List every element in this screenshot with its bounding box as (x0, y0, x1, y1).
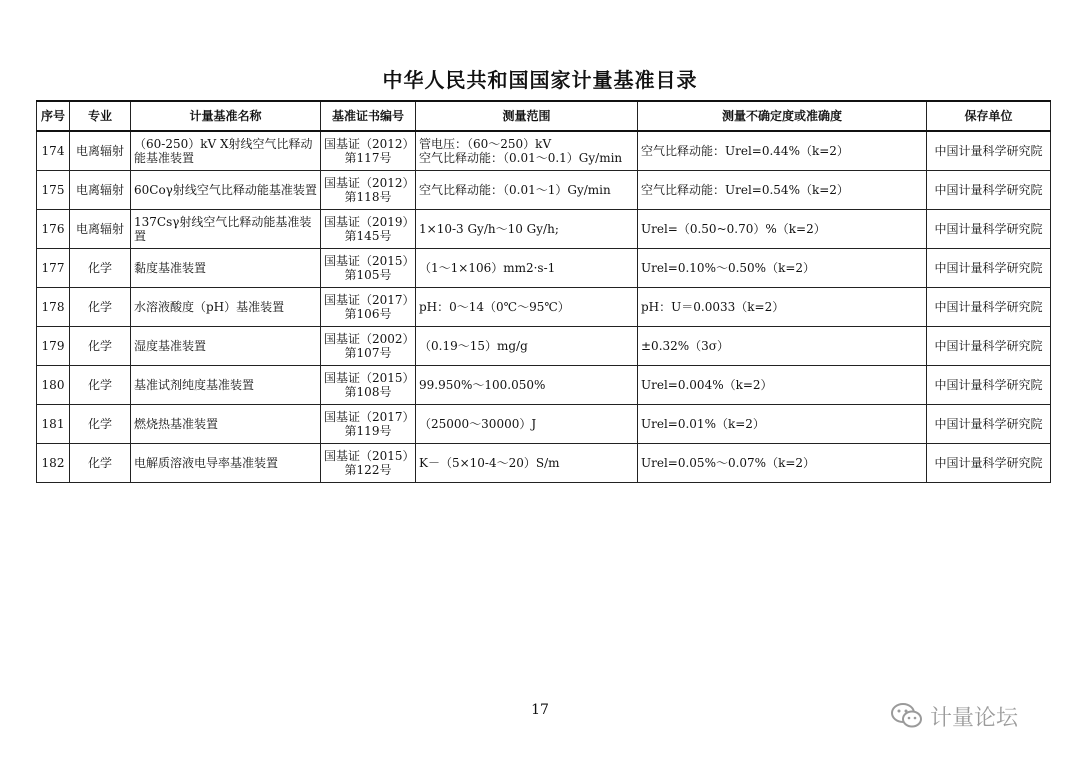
cell-uncertainty: pH：U＝0.0033（k=2） (638, 288, 927, 327)
cell-cert-line: 国基证（2012） (324, 176, 415, 190)
cell-range-line: （1～1×106）mm2·s-1 (419, 261, 556, 275)
cell-uncertainty: 空气比释动能：Urel=0.54%（k=2） (638, 171, 927, 210)
table-row (37, 131, 1051, 171)
cell-range (416, 210, 638, 249)
cell-cert-line: 第108号 (344, 385, 392, 399)
cell-cert (321, 327, 416, 366)
cell-unit: 中国计量科学研究院 (927, 131, 1051, 171)
cell-range-line: pH：0～14（0℃～95℃） (419, 300, 570, 314)
cell-range (416, 366, 638, 405)
cell-unit: 中国计量科学研究院 (927, 210, 1051, 249)
cell-cert (321, 366, 416, 405)
watermark (890, 700, 1060, 732)
cell-unit: 中国计量科学研究院 (927, 327, 1051, 366)
table-row (37, 288, 1051, 327)
cell-unit: 中国计量科学研究院 (927, 249, 1051, 288)
header-range: 测量范围 (416, 101, 638, 131)
header-unit: 保存单位 (927, 101, 1051, 131)
cell-range (416, 171, 638, 210)
header-no: 序号 (37, 101, 70, 131)
cell-cert (321, 249, 416, 288)
cell-range (416, 249, 638, 288)
cell-field: 电离辐射 (70, 210, 131, 249)
cell-no: 181 (37, 405, 70, 444)
cell-cert-line: 国基证（2015） (324, 371, 415, 385)
cell-cert-line: 国基证（2019） (324, 215, 415, 229)
cell-range (416, 444, 638, 483)
header-uncertainty: 测量不确定度或准确度 (638, 101, 927, 131)
cell-range-line: 空气比释动能：（0.01～0.1）Gy/min (419, 151, 623, 165)
cell-range (416, 405, 638, 444)
cell-range-line: 99.950%～100.050% (419, 378, 546, 392)
cell-range (416, 288, 638, 327)
cell-uncertainty: Urel=0.004%（k=2） (638, 366, 927, 405)
cell-uncertainty: Urel=0.10%～0.50%（k=2） (638, 249, 927, 288)
cell-cert-line: 第106号 (344, 307, 392, 321)
cell-cert (321, 288, 416, 327)
table-row (37, 327, 1051, 366)
cell-cert-line: 国基证（2015） (324, 449, 415, 463)
cell-cert-line: 国基证（2017） (324, 293, 415, 307)
cell-field: 化学 (70, 249, 131, 288)
cell-no: 176 (37, 210, 70, 249)
header-field: 专业 (70, 101, 131, 131)
cell-cert-line: 第119号 (344, 424, 392, 438)
cell-unit: 中国计量科学研究院 (927, 366, 1051, 405)
cell-uncertainty: Urel=（0.50~0.70）%（k=2） (638, 210, 927, 249)
cell-no: 175 (37, 171, 70, 210)
cell-uncertainty: Urel=0.05%～0.07%（k=2） (638, 444, 927, 483)
cell-name: （60-250）kV X射线空气比释动能基准装置 (131, 131, 321, 171)
cell-name: 黏度基准装置 (131, 249, 321, 288)
cell-name: 基准试剂纯度基准装置 (131, 366, 321, 405)
cell-field: 化学 (70, 288, 131, 327)
cell-cert (321, 405, 416, 444)
cell-range-line: （0.19～15）mg/g (419, 339, 528, 353)
cell-field: 化学 (70, 444, 131, 483)
cell-cert-line: 国基证（2015） (324, 254, 415, 268)
cell-no: 182 (37, 444, 70, 483)
cell-range-line: （25000～30000）J (419, 417, 537, 431)
cell-unit: 中国计量科学研究院 (927, 405, 1051, 444)
cell-cert-line: 国基证（2012） (324, 137, 415, 151)
table-row (37, 171, 1051, 210)
cell-cert (321, 131, 416, 171)
cell-cert (321, 444, 416, 483)
page-title: 中华人民共和国国家计量基准目录 (382, 68, 698, 92)
cell-field: 化学 (70, 405, 131, 444)
table-row (37, 366, 1051, 405)
page-number: 17 (531, 702, 549, 718)
cell-range-line: 空气比释动能：（0.01～1）Gy/min (419, 183, 611, 197)
cell-field: 电离辐射 (70, 171, 131, 210)
cell-name: 湿度基准装置 (131, 327, 321, 366)
cell-uncertainty: Urel=0.01%（k=2） (638, 405, 927, 444)
cell-cert-line: 第145号 (344, 229, 392, 243)
cell-range-line: 1×10-3 Gy/h～10 Gy/h; (419, 222, 559, 236)
cell-cert (321, 171, 416, 210)
cell-cert-line: 国基证（2002） (324, 332, 415, 346)
watermark-text: 计量论坛 (930, 705, 1019, 731)
cell-range-line: 管电压：（60～250）kV (419, 137, 552, 151)
cell-cert (321, 210, 416, 249)
header-cert: 基准证书编号 (321, 101, 416, 131)
table-row (37, 405, 1051, 444)
standards-table (36, 100, 1051, 483)
cell-uncertainty: ±0.32%（3σ） (638, 327, 927, 366)
table-header-row (37, 101, 1051, 131)
cell-unit: 中国计量科学研究院 (927, 444, 1051, 483)
cell-range (416, 131, 638, 171)
wechat-icon (890, 702, 924, 730)
cell-field: 化学 (70, 327, 131, 366)
cell-no: 178 (37, 288, 70, 327)
cell-cert-line: 第118号 (344, 190, 392, 204)
table-row (37, 210, 1051, 249)
cell-field: 电离辐射 (70, 131, 131, 171)
cell-cert-line: 国基证（2017） (324, 410, 415, 424)
cell-name: 137Csγ射线空气比释动能基准装置 (131, 210, 321, 249)
cell-cert-line: 第122号 (344, 463, 392, 477)
table-row (37, 249, 1051, 288)
cell-range-line: K－（5×10-4～20）S/m (419, 456, 560, 470)
cell-cert-line: 第117号 (344, 151, 392, 165)
cell-name: 燃烧热基准装置 (131, 405, 321, 444)
cell-range (416, 327, 638, 366)
cell-unit: 中国计量科学研究院 (927, 288, 1051, 327)
cell-field: 化学 (70, 366, 131, 405)
cell-uncertainty: 空气比释动能：Urel=0.44%（k=2） (638, 131, 927, 171)
cell-name: 60Coγ射线空气比释动能基准装置 (131, 171, 321, 210)
cell-no: 179 (37, 327, 70, 366)
cell-cert-line: 第107号 (344, 346, 392, 360)
cell-no: 174 (37, 131, 70, 171)
cell-no: 177 (37, 249, 70, 288)
table-row (37, 444, 1051, 483)
cell-no: 180 (37, 366, 70, 405)
header-name: 计量基准名称 (131, 101, 321, 131)
cell-name: 水溶液酸度（pH）基准装置 (131, 288, 321, 327)
cell-unit: 中国计量科学研究院 (927, 171, 1051, 210)
cell-cert-line: 第105号 (344, 268, 392, 282)
cell-name: 电解质溶液电导率基准装置 (131, 444, 321, 483)
